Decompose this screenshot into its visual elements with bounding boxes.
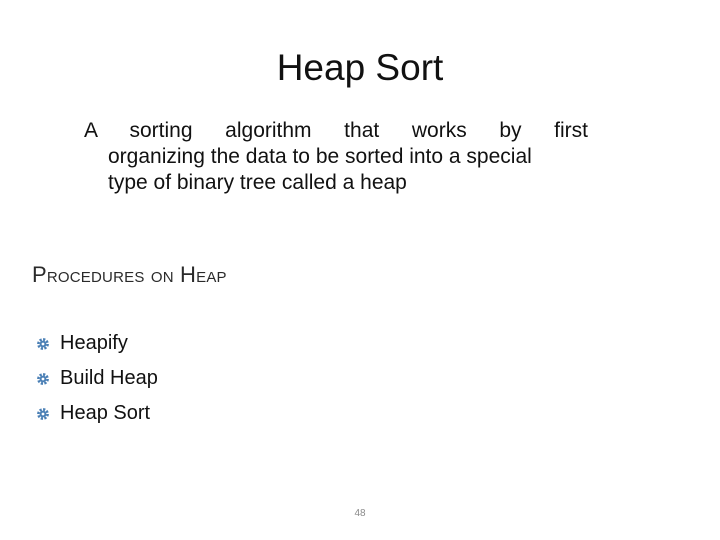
gear-icon — [36, 337, 50, 351]
slide-title: Heap Sort — [276, 47, 444, 88]
list-item-label: Heapify — [60, 332, 128, 354]
page-number: 48 — [354, 508, 366, 519]
list-item — [36, 326, 158, 361]
definition-line: A sorting algorithm that works by first — [84, 119, 588, 142]
definition-text — [84, 118, 588, 196]
definition-line: organizing the data to be sorted into a special — [108, 145, 532, 168]
definition-line: type of binary tree called a heap — [108, 171, 407, 194]
list-item — [36, 396, 158, 431]
procedure-list — [36, 326, 158, 431]
list-item — [36, 361, 158, 396]
list-item-label: Heap Sort — [60, 402, 151, 424]
list-item-label: Build Heap — [60, 367, 158, 389]
gear-icon — [36, 372, 50, 386]
gear-icon — [36, 407, 50, 421]
section-heading: Procedures on Heap — [32, 262, 227, 287]
